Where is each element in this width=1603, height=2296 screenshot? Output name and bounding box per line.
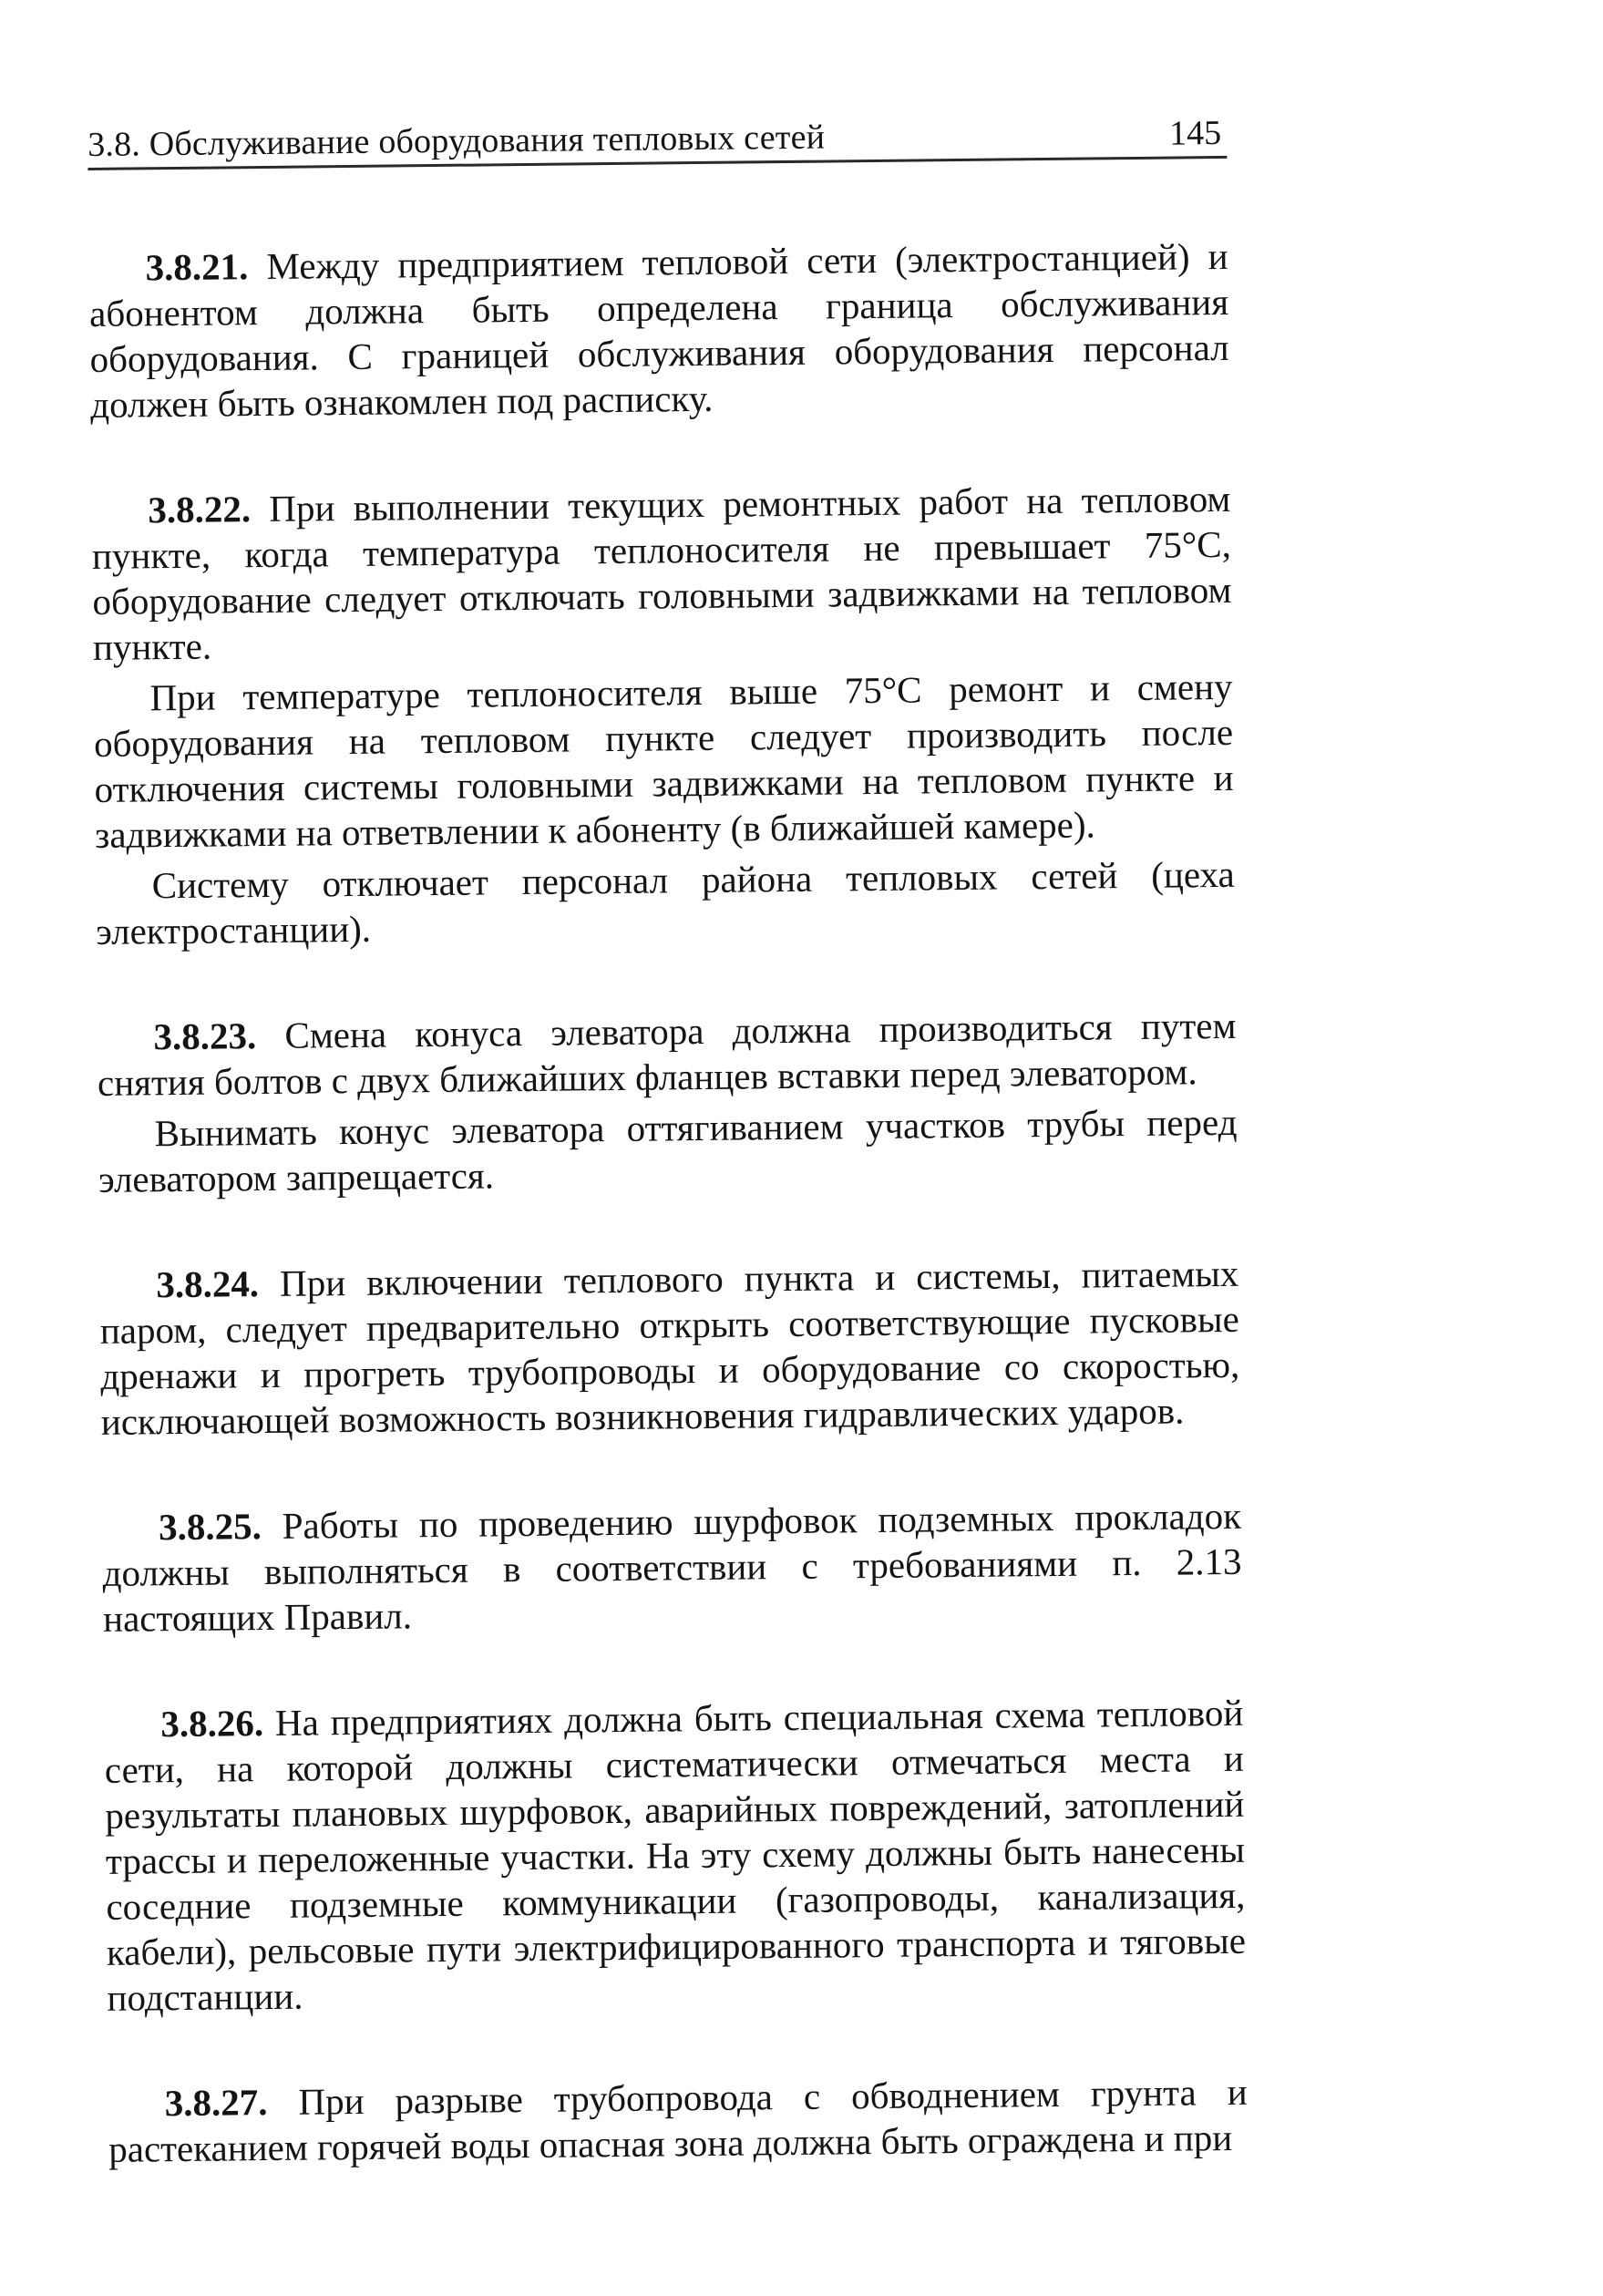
section-title: 3.8. Обслуживание оборудования тепловых сетей [87, 118, 826, 164]
clause-3-8-27 [108, 2069, 1248, 2172]
clause-3-8-21 [88, 233, 1229, 427]
paragraph [104, 1690, 1247, 2021]
clause-number: 3.8.22. [148, 488, 252, 531]
paragraph-text: Систему отключает персонал района тепловых сетей (цеха электростанции). [95, 852, 1235, 952]
paragraph [93, 664, 1234, 858]
clause-3-8-26 [104, 1690, 1247, 2021]
clause-3-8-25 [102, 1493, 1243, 1642]
clause-number: 3.8.24. [156, 1262, 260, 1306]
paragraph [88, 233, 1229, 427]
paragraph [102, 1493, 1243, 1642]
paragraph-text: Вынимать конус элеватора оттягиванием участков трубы перед элеватором запрещается. [98, 1100, 1238, 1200]
paragraph-text: Работы по проведению шурфовок подземных прокладок должны выполняться в соответствии с требованиями п. 2.13 настоящих Правил. [102, 1494, 1242, 1640]
paragraph-text: При разрыве трубопровода с обводнением грунта и растеканием горячей воды опасная зона должна быть ограждена и при [108, 2070, 1248, 2170]
paragraph [99, 1251, 1240, 1445]
paragraph-text: Между предприятием тепловой сети (электростанцией) и абонентом должна быть определена граница обслуживания оборудования. С границей обслуживания оборудования персонал должен быть ознакомлен под расписку. [88, 234, 1229, 426]
clause-3-8-24 [99, 1251, 1240, 1445]
paragraph-text: При выполнении текущих ремонтных работ на тепловом пункте, когда температура теплоносителя не превышает 75°С, оборудование следует отключать головными задвижками на тепловом пункте. [91, 477, 1232, 668]
clause-3-8-22 [91, 476, 1235, 954]
paragraph [98, 1099, 1238, 1202]
page-number: 145 [1168, 113, 1222, 153]
page-body [88, 233, 1248, 2172]
paragraph [95, 851, 1235, 954]
clause-number: 3.8.27. [164, 2081, 268, 2125]
clause-3-8-23 [97, 1003, 1238, 1202]
paragraph [97, 1003, 1237, 1106]
paragraph-text: Смена конуса элеватора должна производиться путем снятия болтов с двух ближайших фланцев вставки перед элеватором. [97, 1004, 1237, 1104]
clause-number: 3.8.21. [145, 245, 249, 289]
clause-number: 3.8.26. [160, 1702, 264, 1745]
paragraph [108, 2069, 1248, 2172]
clause-number: 3.8.25. [158, 1505, 262, 1549]
running-head [87, 113, 1227, 170]
clause-number: 3.8.23. [153, 1014, 257, 1058]
paragraph [91, 476, 1232, 670]
book-page [87, 113, 1248, 2232]
paragraph-text: При температуре теплоносителя выше 75°С ремонт и смену оборудования на тепловом пункте следует производить после отключения системы головными задвижками на тепловом пункте и задвижками на ответвлении к абоненту (в ближайшей камере). [93, 664, 1234, 856]
paragraph-text: На предприятиях должна быть специальная схема тепловой сети, на которой должны систематически отмечаться места и результаты плановых шурфовок, аварийных повреждений, затоплений трассы и переложенные участки. На эту схему должны быть нанесены соседние подземные коммуникации (газопроводы, канализация, кабели), рельсовые пути электрифицированного транспорта и тяговые подстанции. [104, 1691, 1247, 2019]
paragraph-text: При включении теплового пункта и системы, питаемых паром, следует предварительно открыть соответствующие пусковые дренажи и прогреть трубопроводы и оборудование со скоростью, исключающей возможность возникновения гидравлических ударов. [99, 1251, 1240, 1443]
